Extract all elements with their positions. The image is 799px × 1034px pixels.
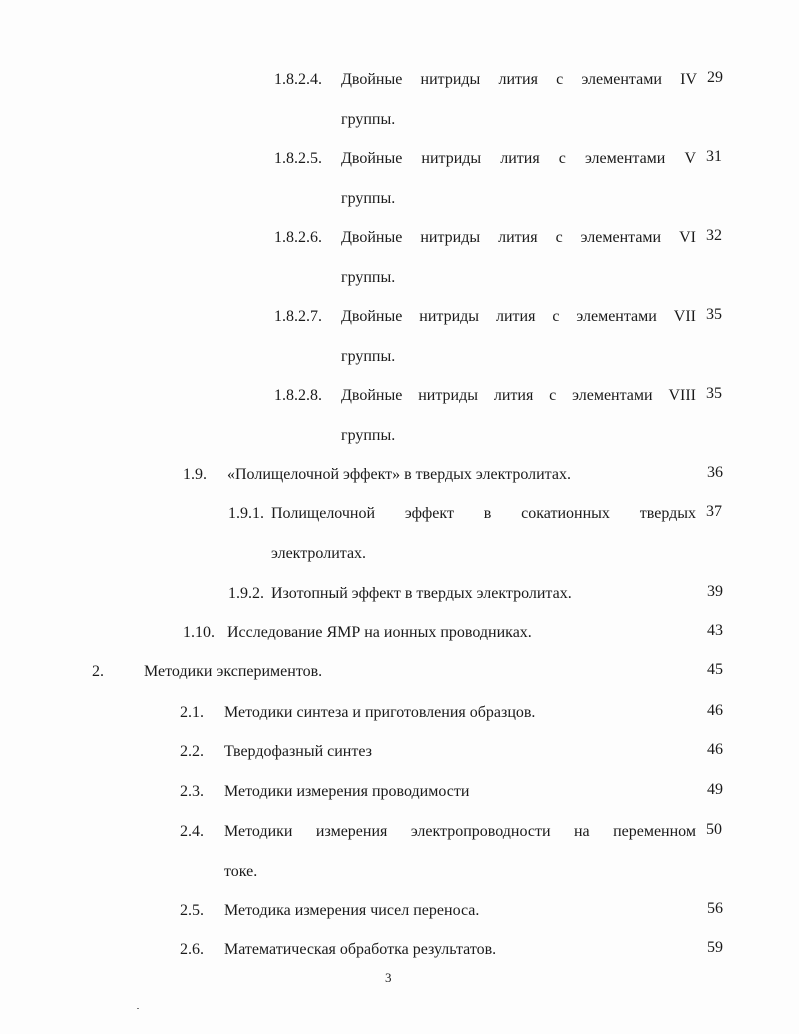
- toc-entry-title: Двойные нитриды лития с элементами VII: [341, 308, 696, 325]
- toc-entry-title: Методика измерения чисел переноса.: [224, 902, 480, 919]
- toc-entry-number: 1.8.2.6.: [274, 229, 322, 246]
- toc-entry-title: Двойные нитриды лития с элементами V: [341, 150, 696, 167]
- toc-entry-page: 35: [706, 385, 722, 402]
- toc-entry-title: Методики синтеза и приготовления образцов.: [224, 704, 536, 721]
- toc-entry-page: 35: [706, 306, 722, 323]
- toc-entry-continuation: группы.: [341, 190, 396, 207]
- toc-entry-number: 1.9.2.: [228, 585, 264, 602]
- toc-entry-continuation: группы.: [341, 111, 396, 128]
- toc-entry-page: 49: [707, 781, 723, 798]
- toc-entry-page: 31: [706, 148, 722, 165]
- toc-entry-page: 46: [707, 702, 723, 719]
- toc-entry-page: 56: [707, 900, 723, 917]
- toc-entry-page: 50: [706, 821, 722, 838]
- toc-entry-number: 1.8.2.4.: [274, 71, 322, 88]
- toc-entry-number: 2.2.: [180, 743, 204, 760]
- toc-entry-number: 2.1.: [180, 704, 204, 721]
- toc-entry-title: Полищелочной эффект в сокатионных твердых: [271, 505, 696, 522]
- toc-entry-title: Твердофазный синтез: [224, 743, 372, 760]
- toc-entry-title: Двойные нитриды лития с элементами VI: [341, 229, 696, 246]
- toc-entry-number: 2.: [92, 663, 104, 680]
- toc-entry-title: Математическая обработка результатов.: [224, 941, 497, 958]
- toc-entry-number: 1.9.1.: [228, 505, 264, 522]
- toc-entry-page: 45: [707, 661, 723, 678]
- toc-entry-continuation: электролитах.: [271, 545, 367, 562]
- toc-entry-title: Методики измерения электропроводности на переменном: [224, 823, 696, 840]
- scan-speck: [137, 1008, 139, 1009]
- toc-entry-number: 2.4.: [180, 823, 204, 840]
- toc-entry-number: 1.8.2.7.: [274, 308, 322, 325]
- toc-entry-number: 1.10.: [183, 624, 215, 641]
- toc-entry-page: 43: [707, 622, 723, 639]
- toc-entry-page: 36: [707, 464, 723, 481]
- toc-entry-continuation: токе.: [224, 863, 258, 880]
- toc-entry-page: 37: [706, 503, 722, 520]
- toc-entry-number: 1.8.2.8.: [274, 387, 322, 404]
- toc-entry-page: 32: [706, 227, 722, 244]
- toc-entry-continuation: группы.: [341, 427, 396, 444]
- toc-entry-page: 46: [707, 741, 723, 758]
- toc-entry-continuation: группы.: [341, 269, 396, 286]
- toc-entry-page: 29: [707, 69, 723, 86]
- toc-entry-title: Двойные нитриды лития с элементами IV: [341, 71, 697, 88]
- toc-entry-title: Методики измерения проводимости: [224, 783, 470, 800]
- toc-entry-continuation: группы.: [341, 348, 396, 365]
- toc-entry-title: «Полищелочной эффект» в твердых электролитах.: [227, 466, 571, 483]
- toc-entry-page: 39: [707, 583, 723, 600]
- toc-entry-title: Исследование ЯМР на ионных проводниках.: [227, 624, 532, 641]
- toc-entry-page: 59: [707, 939, 723, 956]
- toc-entry-number: 2.3.: [180, 783, 204, 800]
- toc-entry-number: 1.8.2.5.: [274, 150, 322, 167]
- toc-entry-number: 2.5.: [180, 902, 204, 919]
- toc-entry-title: Методики экспериментов.: [144, 663, 323, 680]
- toc-entry-number: 2.6.: [180, 941, 204, 958]
- toc-entry-title: Двойные нитриды лития с элементами VIII: [341, 387, 696, 404]
- toc-entry-number: 1.9.: [183, 466, 207, 483]
- toc-entry-title: Изотопный эффект в твердых электролитах.: [271, 585, 572, 602]
- page-number: 3: [385, 970, 392, 985]
